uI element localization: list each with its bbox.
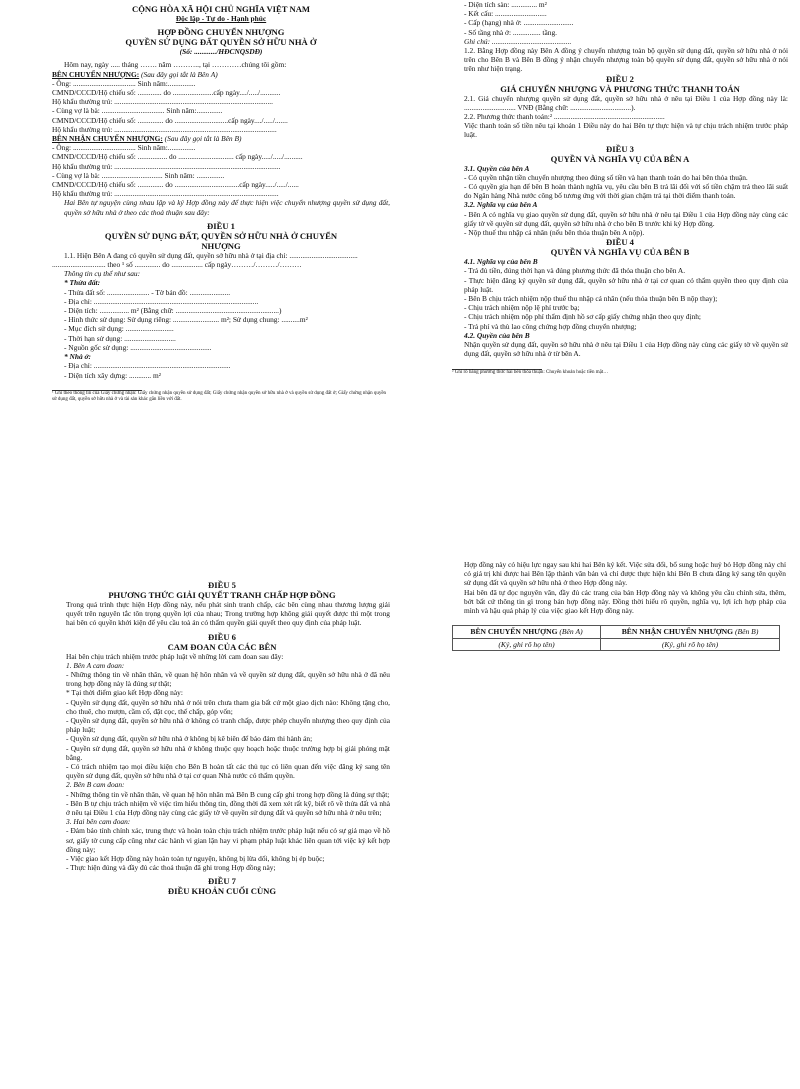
clause-text: - Bên B tự chịu trách nhiệm về việc tìm hiểu thông tin, đồng thời đã xem xét rất kỹ, biết rõ về thửa đất và nhà ở nêu tại Điều 1 của Hợp đồng này cùng các giấy tờ về quyền sử dụng đất và quyền sở hữu nhà ở nêu trên; <box>66 798 390 818</box>
signature-hint-a: (Ký, ghi rõ họ tên) <box>453 638 601 650</box>
agreement-intro: Hai Bên tự nguyện cùng nhau lập và ký Hợp đồng này để thực hiện việc chuyển nhượng quyền sử dụng đất, quyền sở hữu nhà ở theo các thoả thuận sau đây: <box>64 198 390 217</box>
seller-line: CMND/CCCD/Hộ chiếu số: ............. do ......................cấp ngày..../...../........... <box>52 88 281 98</box>
buyer-line: - Cùng vợ là bà: ................................. Sinh năm: ............... <box>52 170 225 180</box>
contract-number: (Số: ............/HĐCNQSDĐ) <box>179 47 263 57</box>
buyer-line: Hộ khẩu thường trú: ......................................................................................... <box>52 189 279 199</box>
clause-text: - Việc giao kết Hợp đồng này hoàn toàn tự nguyện, không bị lừa dối, không bị ép buộc; <box>66 854 325 864</box>
signature-hint-b: (Ký, ghi rõ họ tên) <box>601 638 780 650</box>
article-2-number: ĐIỀU 2 <box>606 73 634 84</box>
land-line: - Diện tích: ................ m² (Bằng chữ: ........................................................) <box>64 306 282 316</box>
clause-heading: 3.2. Nghĩa vụ của bên A <box>464 200 538 210</box>
party-b-note: (Bên B) <box>734 627 759 637</box>
seller-line: - Ông: .................................. Sinh năm:............... <box>52 78 196 88</box>
buyer-note: (Sau đây gọi tắt là Bên B) <box>164 134 242 144</box>
house-line: - Kết cấu: ............................ <box>464 9 547 19</box>
clause-text: - Nộp thuế thu nhập cá nhân (nếu bên thỏa thuận bên A nộp). <box>464 228 645 238</box>
article-1-2: 1.2. Bằng Hợp đồng này Bên A đồng ý chuyển nhượng toàn bộ quyền sử dụng đất, quyền sở hữu nhà ở nói trên cho Bên B và Bên B đồng ý nhận chuyển nhượng toàn bộ quyền sử dụng đất, quyền sở hữu nhà ở nói trên như hiện trạng. <box>464 46 788 74</box>
seller-label: BÊN CHUYỂN NHƯỢNG: <box>52 69 140 79</box>
page-3 <box>0 552 400 1089</box>
article-7-number: ĐIỀU 7 <box>208 876 236 887</box>
seller-note: (Sau đây gọi tắt là Bên A) <box>141 69 218 79</box>
article-2-title: GIÁ CHUYỂN NHƯỢNG VÀ PHƯƠNG THỨC THANH TOÁN <box>500 83 740 94</box>
clause-text: - Quyền sử dụng đất, quyền sở hữu nhà ở không thuộc quy hoạch hoặc thuộc trường hợp bị giải phóng mặt bằng. <box>66 743 390 762</box>
national-motto: Độc lập - Tự do - Hạnh phúc <box>175 14 267 23</box>
article-5-title: PHƯƠNG THỨC GIẢI QUYẾT TRANH CHẤP HỢP ĐỒNG <box>108 590 336 600</box>
party-a-label: BÊN CHUYỂN NHƯỢNG <box>470 627 558 637</box>
clause-heading: 2. Bên B cam đoan: <box>66 780 125 790</box>
clause-heading: 3. Hai bên cam đoan: <box>66 817 131 827</box>
house-line: - Địa chỉ: .......................................................................... <box>64 361 231 371</box>
clause-heading: 4.1. Nghĩa vụ của bên B <box>464 257 538 267</box>
final-clause: Hợp đồng này có hiệu lực ngay sau khi hai Bên ký kết. Việc sửa đổi, bổ sung hoặc huỷ bỏ Hợp đồng này chỉ có giá trị khi được hai Bên lập thành văn bản và chỉ được thực hiện khi Bên B chưa đăng ký sang tên quyền sử dụng đất và quyền sở hữu nhà ở theo Hợp đồng này. <box>464 560 786 588</box>
land-line: - Nguồn gốc sử dụng: ............................................ <box>64 342 212 352</box>
party-a-note: (Bên A) <box>559 627 583 637</box>
article-3-number: ĐIỀU 3 <box>606 143 634 154</box>
article-4-number: ĐIỀU 4 <box>606 237 634 248</box>
seller-line: - Cùng vợ là bà: .................................. Sinh năm:.............. <box>52 106 223 116</box>
article-6-number: ĐIỀU 6 <box>208 631 236 642</box>
land-line: - Mục đích sử dụng: .......................... <box>64 324 174 334</box>
clause-text: - Trả phí và thù lao công chứng hợp đồng chuyển nhượng; <box>464 321 637 331</box>
clause-text: - Có quyền nhận tiền chuyển nhượng theo đúng số tiền và hạn thanh toán do hai bên thỏa thuận. <box>464 172 748 182</box>
clause-text: - Có trách nhiệm tạo mọi điều kiện cho Bên B hoàn tất các thủ tục có liên quan đến việc đăng ký sang tên quyền sử dụng đất, quyền sở hữu nhà ở tại cơ quan Nhà nước có thẩm quyền. <box>66 762 390 781</box>
note-line: Ghi chú: ........................................... <box>464 36 572 46</box>
article-1-1-cont: ............................. theo ¹ số .............. do ................. cấp ngày………/………/……… <box>52 260 302 270</box>
article-2-1: 2.1. Giá chuyển nhượng quyền sử dụng đất, quyền sở hữu nhà ở nêu tại Điều 1 của Hợp đồng này là: ............................ VNĐ (Bằng chữ: .................................). <box>464 93 788 112</box>
today-line: Hôm nay, ngày ..... tháng ……. năm ……….., tại …………chúng tôi gồm: <box>64 60 287 70</box>
article-6-intro: Hai bên chịu trách nhiệm trước pháp luật về những lời cam đoan sau đây: <box>66 651 284 661</box>
clause-text: - Có quyền gia hạn để bên B hoàn thành nghĩa vụ, yêu cầu bên B trả lãi đối với số tiền chậm trả theo lãi suất do Ngân hàng Nhà nước công bố tương ứng với thời gian chậm trả tại thời điểm thanh toán. <box>464 182 788 201</box>
house-heading: * Nhà ở: <box>64 352 91 362</box>
signature-table <box>452 625 780 651</box>
final-clause: Hai bên đã tự đọc nguyên văn, đầy đủ các trang của bản Hợp đồng này và không yêu cầu chỉnh sửa, thêm, bớt bất cứ thông tin gì trong bản hợp đồng này. Đồng thời hiểu rõ quyền, nghĩa vụ, lợi ích hợp pháp của mình và hậu quả pháp lý của việc giao kết Hợp đồng này. <box>464 587 786 616</box>
buyer-heading <box>52 134 390 143</box>
seller-heading <box>52 70 390 79</box>
article-1-1: 1.1. Hiện Bên A đang có quyền sử dụng đất, quyền sở hữu nhà ở tại địa chỉ: ..................................... <box>64 250 358 260</box>
clause-text: - Thực hiện đăng ký quyền sử dụng đất, quyền sở hữu nhà ở tại cơ quan có thẩm quyền theo quy định của pháp luật. <box>464 275 788 294</box>
clause-heading: 3.1. Quyền của bên A <box>464 163 530 173</box>
land-heading: * Thửa đất: <box>64 278 101 288</box>
house-line: - Diện tích sàn: .............. m² <box>464 0 547 9</box>
house-line: - Diện tích xây dựng: ............ m² <box>64 370 161 380</box>
clause-text: - Những thông tin về nhân thân, về quan hệ hôn nhân mà Bên B cung cấp ghi trong hợp đồng là đúng sự thật; <box>66 789 390 799</box>
land-line: - Thời hạn sử dụng: ............................ <box>64 333 176 343</box>
seller-line: Hộ khẩu thường trú: ...................................................................................... <box>52 97 274 107</box>
footnote-2: ² Ghi rõ bằng phương thức hai bên thỏa thuận: Chuyển khoản hoặc tiền mặt… <box>452 369 609 375</box>
article-4-title: QUYỀN VÀ NGHĨA VỤ CỦA BÊN B <box>550 247 690 258</box>
clause-text: - Thực hiện đúng và đầy đủ các thoả thuận đã ghi trong Hợp đồng này; <box>66 863 276 873</box>
seller-line: Hộ khẩu thường trú: ........................................................................................ <box>52 124 277 134</box>
article-6-title: CAM ĐOAN CỦA CÁC BÊN <box>167 641 277 652</box>
clause-text: - Quyền sử dụng đất, quyền sở hữu nhà ở nói trên chưa tham gia bất cứ một giao dịch nào: Không tặng cho, cho thuê, cho mượn, cầm cố, đặt cọc, thế chấp, góp vốn; <box>66 697 390 716</box>
party-b-label: BÊN NHẬN CHUYỂN NHƯỢNG <box>621 627 734 637</box>
buyer-line: CMND/CCCD/Hộ chiếu số: ................ do .............................. cấp ngày...../...../.......... <box>52 152 303 162</box>
clause-text: - Bên A có nghĩa vụ giao quyền sử dụng đất, quyền sở hữu nhà ở nêu tại Điều 1 của Hợp đồng này cùng các giấy tờ về quyền sử dụng đất, quyền sở hữu nhà ở cho bên B trước khi ký Hợp đồng. <box>464 209 788 228</box>
clause-text: - Quyền sử dụng đất, quyền sở hữu nhà ở không có tranh chấp, được phép chuyển nhượng theo quy định của pháp luật; <box>66 716 390 735</box>
clause-text: - Trả đủ tiền, đúng thời hạn và đúng phương thức đã thỏa thuận cho bên A. <box>464 266 686 276</box>
national-title: CỘNG HÒA XÃ HỘI CHỦ NGHĨA VIỆT NAM <box>131 4 311 14</box>
article-7-title: ĐIỀU KHOẢN CUỐI CÙNG <box>167 886 277 897</box>
signature-party-b <box>601 626 780 638</box>
page-1 <box>0 0 400 540</box>
clause-text: - Đảm bảo tính chính xác, trung thực và hoàn toàn chịu trách nhiệm trước pháp luật nếu có sự giả mạo về hồ sơ, giấy tờ cung cấp cũng như các hành vi gian lận hay vi phạm pháp luật khác liên quan tới việc ký kết hợp đồng này; <box>66 826 390 854</box>
clause-heading: 4.2. Quyền của bên B <box>464 330 530 340</box>
land-line: - Thửa đất số: ....................... - Tờ bản đồ: ...................... <box>64 287 231 297</box>
buyer-line: Hộ khẩu thường trú: .......................................................................................... <box>52 161 281 171</box>
land-line: - Hình thức sử dụng: Sử dụng riêng: ......................... m²; Sử dụng chung: ..........m² <box>64 315 308 325</box>
article-3-title: QUYỀN VÀ NGHĨA VỤ CỦA BÊN A <box>550 153 690 164</box>
house-line: - Cấp (hạng) nhà ở: ........................... <box>464 18 574 28</box>
clause-text: - Quyền sử dụng đất, quyền sở hữu nhà ở không bị kê biên để bảo đảm thi hành án; <box>66 734 313 744</box>
clause-text: - Những thông tin về nhân thân, về quan hệ hôn nhân và về quyền sử dụng đất, quyền sở hữu nhà ở đã nêu trong hợp đồng này là đúng sự thật; <box>66 670 390 689</box>
clause-text: Nhận quyền sử dụng đất, quyền sở hữu nhà ở nêu tại Điều 1 của Hợp đồng này cùng các giấy tờ về quyền sử dụng đất, quyền sở hữu nhà ở từ bên A. <box>464 340 788 359</box>
clause-text: - Bên B chịu trách nhiệm nộp thuế thu nhập cá nhân (nếu thỏa thuận bên B nộp thay); <box>464 294 718 304</box>
article-5-number: ĐIỀU 5 <box>208 580 236 590</box>
clause-text: - Chịu trách nhiệm nộp lệ phí trước bạ; <box>464 303 580 313</box>
article-2-3: Việc thanh toán số tiền nêu tại khoản 1 Điều này do hai Bên tự thực hiện và tự chịu trách nhiệm trước pháp luật. <box>464 121 788 140</box>
clause-text: - Chịu trách nhiệm nộp phí thẩm định hồ sơ cấp giấy chứng nhận theo quy định; <box>464 312 701 322</box>
footnote-1: ¹ Ghi theo thông tin của Giấy chứng nhận: Giấy chứng nhận quyền sử dụng đất; Giấy chứng nhận quyền sở hữu nhà ở và quyền sử dụng đất ở; Giấy chứng nhận quyền sử dụng đất, quyền sở hữu nhà ở và tài sản khác gắn liền với đất. <box>52 390 387 402</box>
seller-line: CMND/CCCD/Hộ chiếu số: .............. do .............................cấp ngày..../...../....... <box>52 115 288 125</box>
buyer-line: CMND/CCCD/Hộ chiếu số: .............. do ...................................cấp ngày...../...../...... <box>52 180 299 190</box>
clause-text: * Tại thời điểm giao kết Hợp đồng này: <box>66 688 183 698</box>
article-1-title: QUYỀN SỬ DỤNG ĐẤT, QUYỀN SỞ HỮU NHÀ Ở CHUYỂN NHƯỢNG <box>104 230 338 251</box>
article-5-text: Trong quá trình thực hiện Hợp đồng này, nếu phát sinh tranh chấp, các bên cùng nhau thương lượng giải quyết trên nguyên tắc tôn trọng quyền lợi của nhau; Trong trường hợp không giải quyết được thì một trong hai bên có quyền khởi kiện để yêu cầu toà án có thẩm quyền giải quyết theo quy định của pháp luật. <box>66 600 390 628</box>
buyer-line: - Ông: .................................. Sinh năm:............... <box>52 143 196 153</box>
page-4 <box>400 552 800 1089</box>
article-1-number: ĐIỀU 1 <box>207 220 235 231</box>
info-heading: Thông tin cụ thể như sau: <box>64 269 141 279</box>
contract-title: HỢP ĐỒNG CHUYỂN NHƯỢNG <box>157 27 285 38</box>
clause-heading: 1. Bên A cam đoan: <box>66 660 125 670</box>
signature-party-a <box>453 626 601 638</box>
contract-subtitle: QUYỀN SỬ DỤNG ĐẤT QUYỀN SỞ HỮU NHÀ Ở <box>125 37 317 48</box>
page-2 <box>400 0 800 540</box>
land-line: - Địa chỉ: ......................................................................................... <box>64 296 259 306</box>
house-line: - Số tầng nhà ở: ............... tầng. <box>464 27 557 37</box>
article-2-2: 2.2. Phương thức thanh toán:² ............................................................ <box>464 112 665 122</box>
buyer-label: BÊN NHẬN CHUYỂN NHƯỢNG: <box>52 134 163 144</box>
